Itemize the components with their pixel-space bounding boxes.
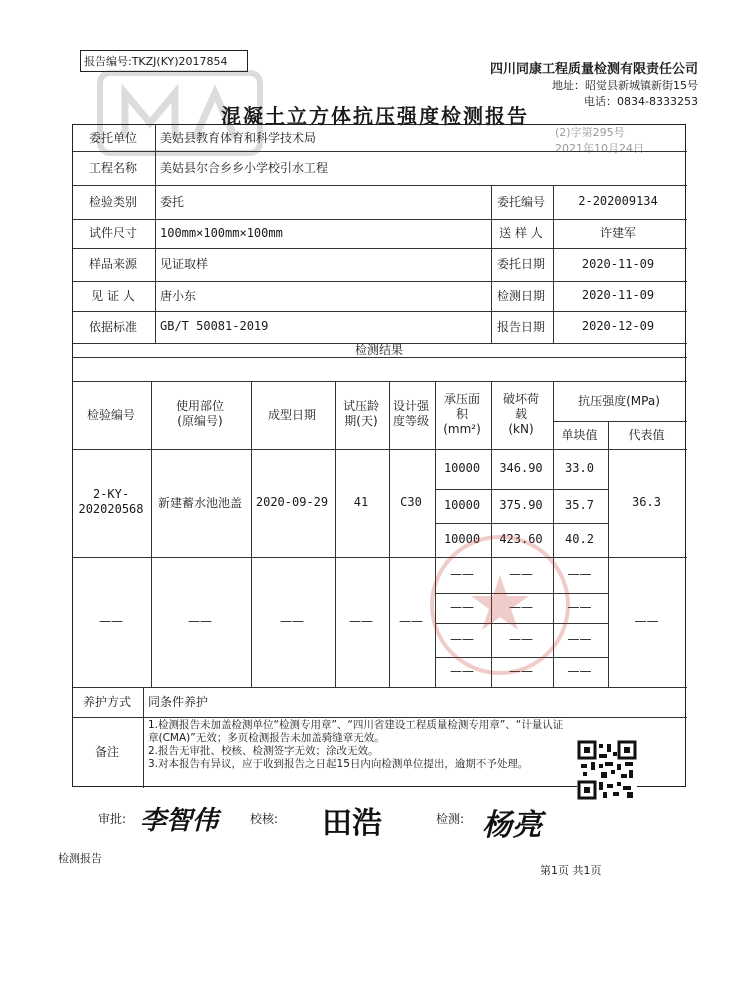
- sample-no-value: 2-KY- 202020568: [78, 487, 144, 516]
- single-row-3: 40.2: [565, 532, 594, 546]
- empty-grade: ——: [399, 614, 423, 628]
- empty-single-3: ——: [567, 632, 592, 646]
- project-label: 工程名称: [88, 160, 137, 175]
- empty-rep: ——: [634, 614, 659, 628]
- entrust-date-value: 2020-11-09: [581, 256, 655, 271]
- entrust-no-value: 2-202009134: [578, 194, 658, 208]
- remarks-label: 备注: [94, 745, 119, 759]
- test-signature: 杨亮: [482, 808, 542, 843]
- company-address: 地址：昭觉县新城镇新街15号: [552, 79, 698, 92]
- empty-cast-date: ——: [280, 614, 304, 628]
- load-row-3: 423.60: [499, 532, 543, 546]
- standard-value: GB/T 50081-2019: [160, 319, 269, 333]
- area-row-1: 10000: [443, 461, 481, 475]
- report-number: 报告编号:TKZJ(KY)2017854: [80, 50, 248, 72]
- rep-value: 36.3: [632, 495, 661, 509]
- header-cast-date: 成型日期: [267, 407, 316, 422]
- faded-stamp-text: (2)字第295号 2021年10月24日: [555, 126, 644, 155]
- header-strength: 抗压强度(MPa): [578, 393, 660, 408]
- load-row-1: 346.90: [499, 461, 543, 475]
- header-sample-no: 检验编号: [86, 407, 135, 422]
- test-label: 检测:: [436, 812, 465, 826]
- empty-area-2: ——: [450, 600, 474, 614]
- report-date-label: 报告日期: [496, 319, 545, 334]
- empty-load-2: ——: [509, 600, 533, 614]
- empty-sample-no: ——: [99, 614, 123, 628]
- grade-value: C30: [400, 495, 422, 509]
- header-location: 使用部位 (原编号): [175, 399, 224, 428]
- size-label: 试件尺寸: [88, 226, 137, 240]
- test-date-value: 2020-11-09: [581, 288, 655, 302]
- empty-single-4: ——: [567, 664, 592, 678]
- remarks-text: 1.检测报告未加盖检测单位“检测专用章”、“四川省建设工程质量检测专用章”、“计量认证章(CMA)”无效；多页检测报告未加盖骑缝章无效。 2.报告无审批、校核、检测签字无效；涂改无效。 3.对本报告有异议，应于收到报告之日起15日内向检测单位提出，逾期不予处理。: [148, 719, 564, 770]
- report-date-value: 2020-12-09: [581, 319, 655, 333]
- empty-area-3: ——: [450, 632, 474, 646]
- size-value: 100mm×100mm×100mm: [160, 225, 283, 240]
- witness-label: 见 证 人: [91, 288, 135, 303]
- age-value: 41: [353, 495, 369, 509]
- header-area: 承压面 积 (mm²): [443, 391, 481, 436]
- witness-value: 唐小东: [160, 288, 197, 303]
- entrust-date-label: 委托日期: [496, 257, 545, 271]
- page-indicator: 第1页 共1页: [540, 864, 602, 877]
- company-name: 四川同康工程质量检测有限责任公司: [489, 62, 698, 77]
- source-label: 样品来源: [88, 257, 137, 271]
- curing-label: 养护方式: [82, 694, 131, 709]
- footer-label: 检测报告: [58, 852, 102, 865]
- standard-label: 依据标准: [88, 319, 137, 334]
- check-label: 校核:: [250, 812, 279, 826]
- empty-area-4: ——: [450, 664, 474, 678]
- check-signature: 田浩: [322, 806, 382, 841]
- area-row-3: 10000: [443, 532, 481, 546]
- source-value: 见证取样: [160, 257, 209, 271]
- page-title: 混凝土立方体抗压强度检测报告: [221, 104, 529, 128]
- header-grade: 设计强 度等级: [392, 399, 429, 428]
- approve-label: 审批:: [98, 812, 127, 826]
- empty-location: ——: [188, 614, 212, 628]
- single-row-2: 35.7: [565, 498, 594, 512]
- empty-area-1: ——: [450, 567, 474, 581]
- test-date-label: 检测日期: [496, 288, 545, 303]
- client-label: 委托单位: [88, 130, 137, 145]
- header-single: 单块值: [561, 427, 598, 442]
- area-row-2: 10000: [443, 498, 481, 512]
- empty-load-4: ——: [509, 664, 533, 678]
- empty-age: ——: [349, 614, 373, 628]
- empty-load-1: ——: [509, 567, 533, 581]
- inspection-seal-stamp: [425, 530, 575, 680]
- project-value: 美姑县尔合乡乡小学校引水工程: [160, 160, 329, 175]
- category-label: 检验类别: [88, 194, 137, 209]
- cast-date-value: 2020-09-29: [255, 495, 329, 509]
- client-value: 美姑县教育体育和科学技术局: [160, 130, 317, 145]
- empty-single-1: ——: [567, 567, 592, 581]
- header-load: 破坏荷 载 (kN): [502, 391, 539, 436]
- results-title: 检测结果: [354, 342, 403, 356]
- header-age: 试压龄 期(天): [342, 399, 379, 428]
- category-value: 委托: [160, 194, 185, 209]
- sender-label: 送 样 人: [499, 226, 543, 240]
- curing-value: 同条件养护: [148, 694, 209, 709]
- location-value: 新建蓄水池池盖: [157, 495, 242, 510]
- header-rep: 代表值: [628, 427, 665, 442]
- qr-code-icon: [577, 740, 637, 800]
- single-row-1: 33.0: [565, 461, 594, 475]
- company-phone: 电话：0834-8333253: [584, 95, 698, 108]
- empty-load-3: ——: [509, 632, 533, 646]
- entrust-no-label: 委托编号: [496, 194, 545, 209]
- empty-single-2: ——: [567, 600, 592, 614]
- load-row-2: 375.90: [499, 498, 543, 512]
- sender-value: 许建军: [599, 226, 636, 240]
- approve-signature: 李智伟: [140, 806, 219, 836]
